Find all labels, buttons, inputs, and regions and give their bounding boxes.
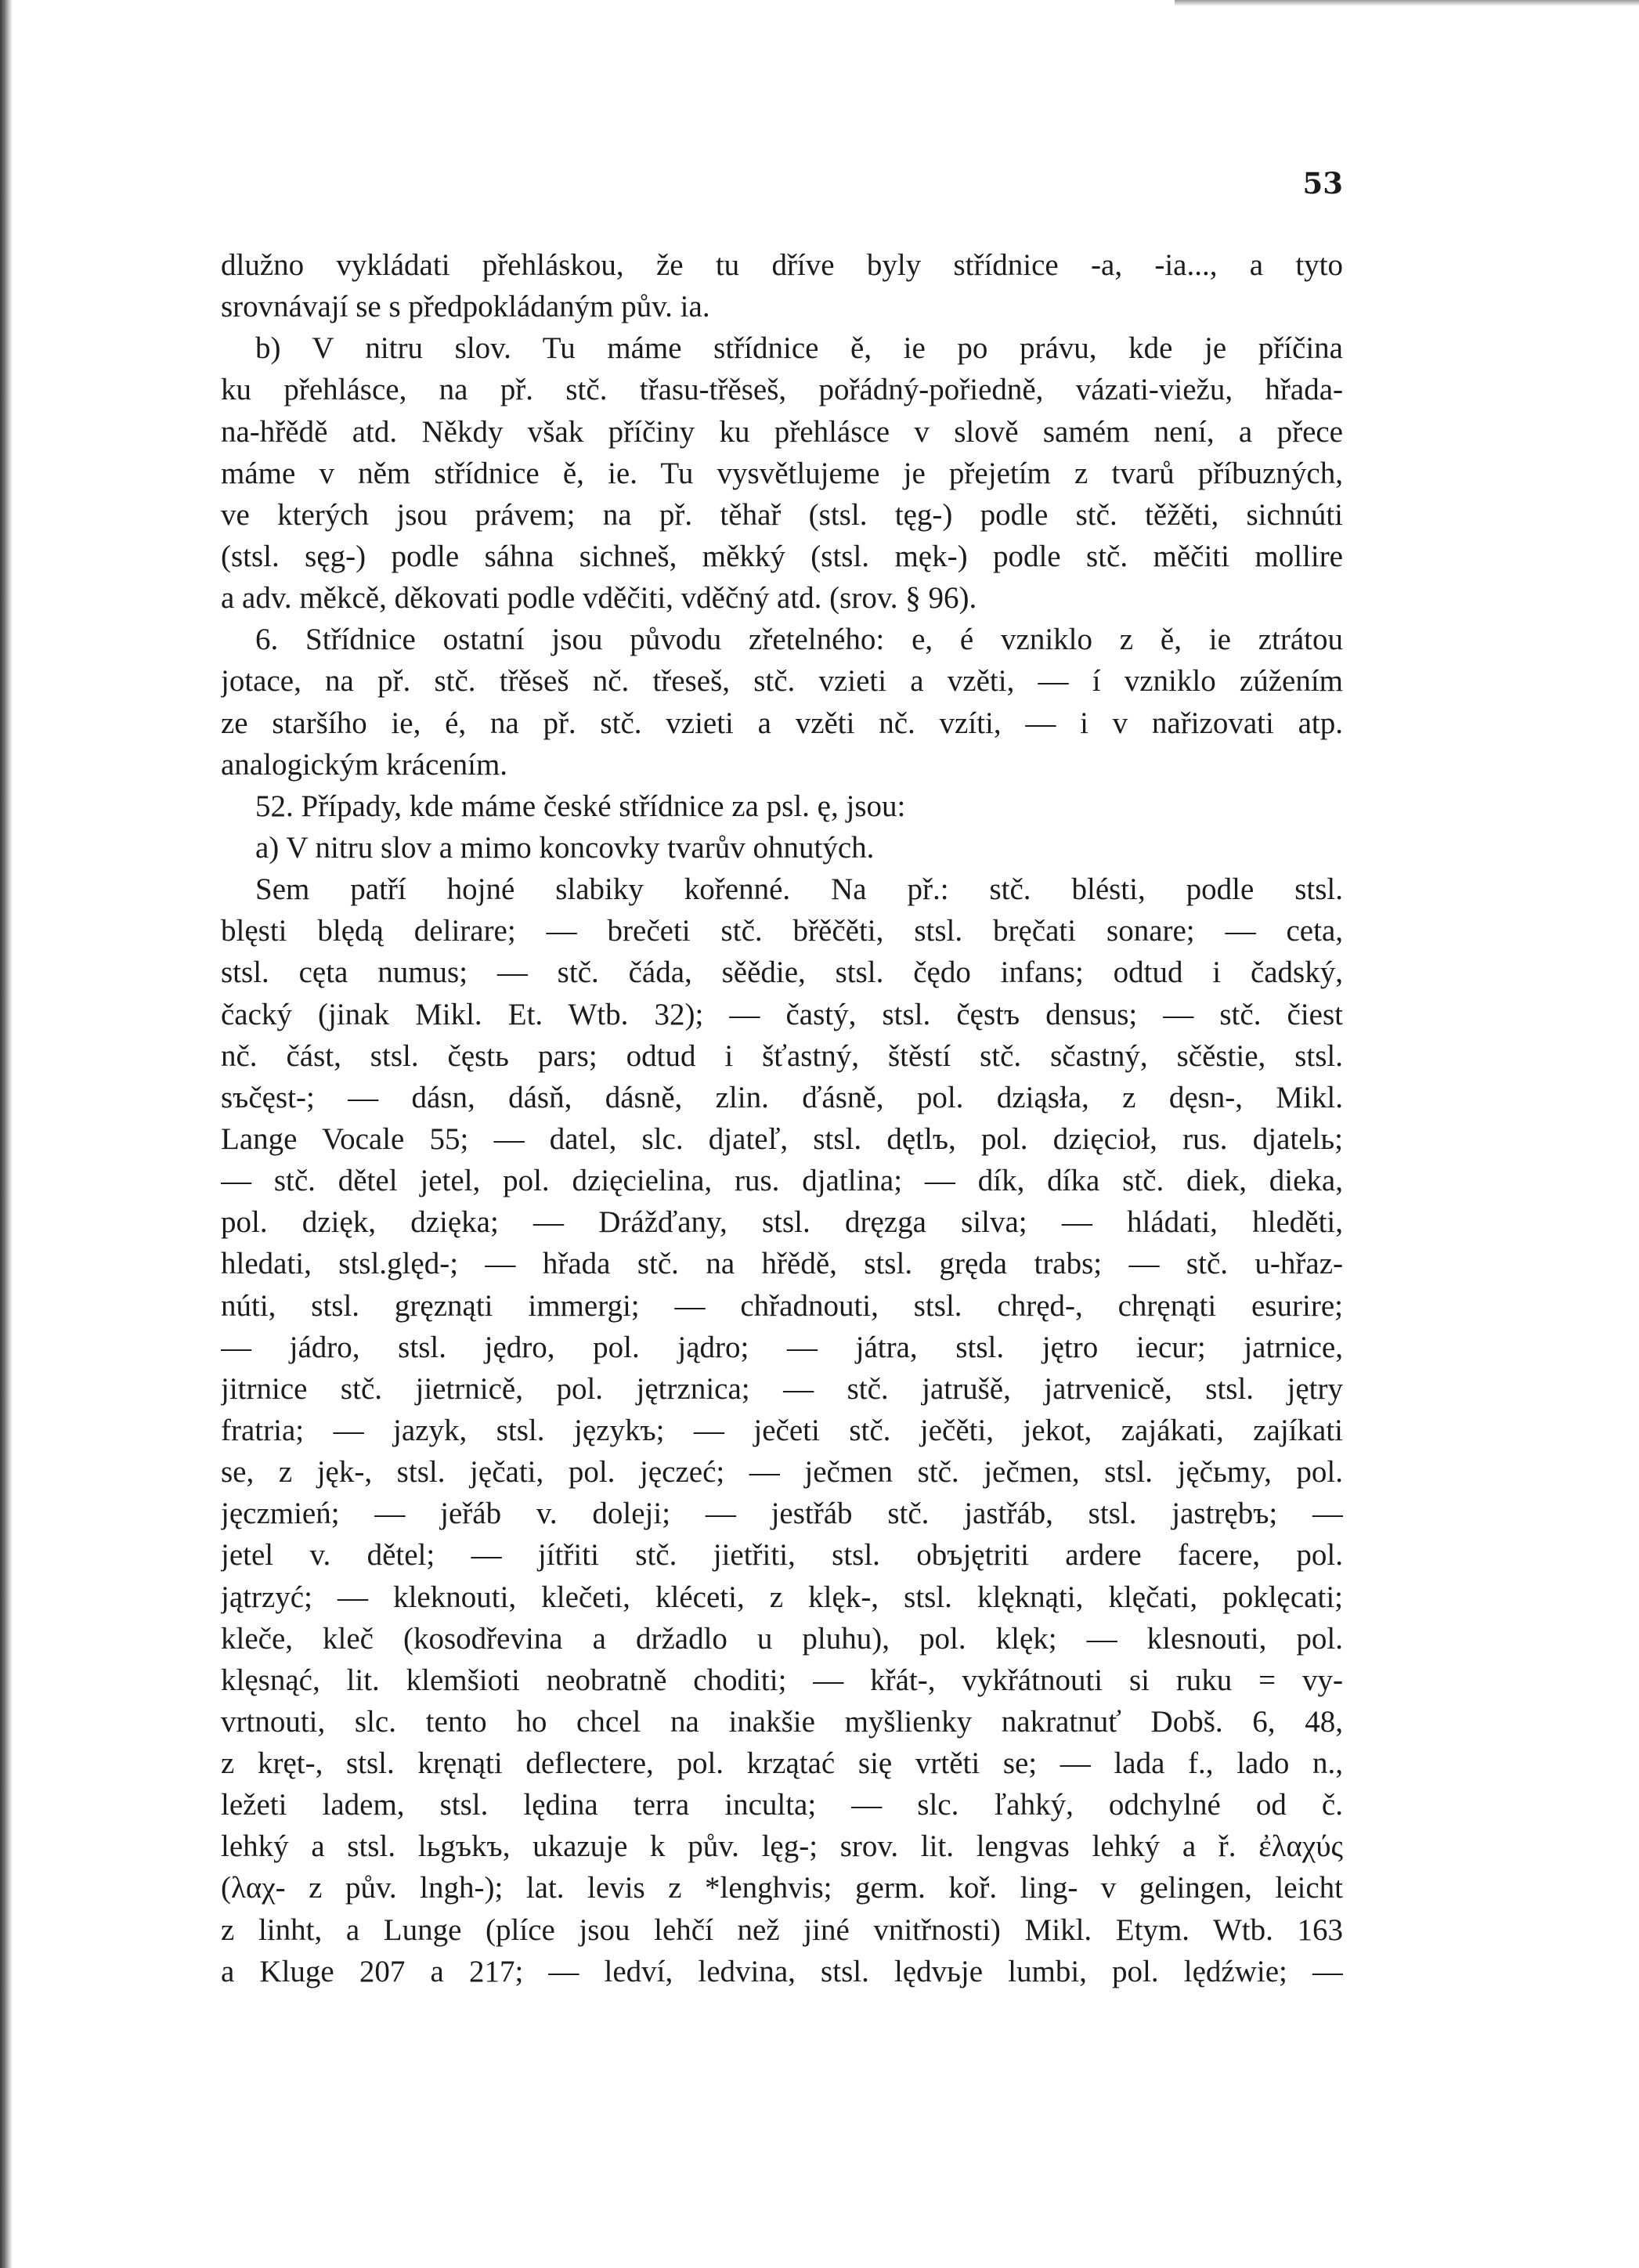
text-line: z kręt-, stsl. kręnąti deflectere, pol. krzątać się vrtěti se; — lada f., lado n., [221,1746,1343,1781]
text-line: jęczmień; — jeřáb v. doleji; — jestřáb stč. jastřáb, stsl. jastrębъ; — [221,1497,1343,1531]
text-line: stsl. cęta numus; — stč. čáda, sěědie, stsl. čędo infans; odtud i čadský, [221,955,1343,990]
text-line: pol. dzięk, dzięka; — Drážďany, stsl. dręzga silva; — hládati, hleděti, [221,1205,1343,1240]
text-line: kleče, kleč (kosodřevina a držadlo u pluhu), pol. klęk; — klesnouti, pol. [221,1621,1343,1656]
text-line: srovnávají se s předpokládaným pův. ia. [221,290,710,324]
text-line: ve kterých jsou právem; na př. těhař (stsl. tęg-) podle stč. těžěti, sichnúti [221,497,1343,532]
text-line: vrtnouti, slc. tento ho chcel na inakšie myšlienky nakratnuť Dobš. 6, 48, [221,1704,1343,1739]
text-line: — jádro, stsl. jędro, pol. jądro; — játra, stsl. jętro iecur; jatrnice, [221,1330,1343,1364]
text-line: čacký (jinak Mikl. Et. Wtb. 32); — častý, stsl. čęstъ densus; — stč. čiest [221,997,1343,1031]
text-line: na-hřědě atd. Někdy však příčiny ku přehlásce v slově samém není, a přece [221,414,1343,449]
text-line: Lange Vocale 55; — datel, slc. djateľ, stsl. dętlъ, pol. dzięcioł, rus. djatelь; [221,1121,1343,1156]
text-line: ze staršího ie, é, na př. stč. vzieti a vzěti nč. vzíti, — i v nařizovati atp. [221,706,1343,740]
text-line: máme v něm střídnice ě, ie. Tu vysvětlujeme je přejetím z tvarů příbuzných, [221,456,1343,490]
body-text [221,244,1343,1992]
text-line: ležeti ladem, stsl. lędina terra inculta; — slc. ľahký, odchylné od č. [221,1788,1343,1822]
text-line: lehký a stsl. lьgъkъ, ukazuje k pův. lęg-; srov. lit. lengvas lehký a ř. ἐλαχύς [221,1829,1343,1864]
text-line: fratria; — jazyk, stsl. językъ; — ječeti stč. ječěti, jekot, zajákati, zajíkati [221,1413,1343,1447]
text-line: sъčęst-; — dásn, dásň, dásně, zlin. ďásně, pol. dziąsła, z dęsn-, Mikl. [221,1080,1343,1114]
text-line: analogickým krácením. [221,747,508,782]
text-line: hledati, stsl.ględ-; — hřada stč. na hřědě, stsl. gręda trabs; — stč. u-hřaz- [221,1247,1343,1281]
text-line: z linht, a Lunge (plíce jsou lehčí než jiné vnitřnosti) Mikl. Etym. Wtb. 163 [221,1912,1343,1947]
text-line: dlužno vykládati přehláskou, že tu dříve byly střídnice -a, -ia..., a tyto [221,248,1343,282]
scan-edge [0,0,13,2268]
text-line: — stč. dětel jetel, pol. dzięcielina, rus. djatlina; — dík, díka stč. diek, dieka, [221,1164,1343,1198]
text-line: nč. část, stsl. čęstь pars; odtud i šťastný, štěstí stč. sčastný, sčěstie, stsl. [221,1038,1343,1073]
text-line: (stsl. sęg-) podle sáhna sichneš, měkký (stsl. męk-) podle stč. měčiti mollire [221,539,1343,573]
text-line: a) V nitru slov a mimo koncovky tvarův ohnutých. [255,830,875,865]
text-line: jitrnice stč. jietrnicě, pol. jętrznica; — stč. jatrušě, jatrvenicě, stsl. jętry [221,1371,1343,1406]
text-line: klęsnąć, lit. klemšioti neobratně choditi; — křát-, vykřátnouti si ruku = vy- [221,1663,1343,1697]
text-line: (λαχ- z pův. lngh-); lat. levis z *lenghvis; germ. koř. ling- v gelingen, leicht [221,1871,1343,1905]
text-line: ku přehlásce, na př. stč. třasu-třěseš, pořádný-pořiedně, vázati-viežu, hřada- [221,373,1343,407]
text-line: jetel v. dětel; — jítřiti stč. jietřiti, stsl. obъjętriti ardere facere, pol. [221,1538,1343,1573]
text-line: Sem patří hojné slabiky kořenné. Na př.: stč. blésti, podle stsl. [255,872,1343,907]
text-line: jotace, na př. stč. třěseš nč. třeseš, stč. vzieti a vzěti, — í vzniklo zúžením [221,664,1343,699]
text-line: a adv. měkcě, děkovati podle vděčiti, vděčný atd. (srov. § 96). [221,581,977,616]
text-line: se, z jęk-, stsl. jęčati, pol. jęczeć; — ječmen stč. ječmen, stsl. jęčьmy, pol. [221,1455,1343,1490]
text-line: a Kluge 207 a 217; — ledví, ledvina, stsl. lędvьje lumbi, pol. lędźwie; — [221,1954,1343,1988]
text-line: b) V nitru slov. Tu máme střídnice ě, ie po právu, kde je příčina [255,331,1343,366]
text-line: 6. Střídnice ostatní jsou původu zřetelného: e, é vzniklo z ě, ie ztrátou [255,623,1343,657]
text-line: jątrzyć; — kleknouti, klečeti, kléceti, z klęk-, stsl. klęknąti, klęčati, poklęcati; [221,1580,1343,1614]
page-number: 53 [1302,166,1343,200]
text-line: blęsti blędą delirare; — brečeti stč. břěčěti, stsl. bręčati sonare; — ceta, [221,914,1343,948]
text-line: 52. Případy, kde máme české střídnice za psl. ę, jsou: [255,789,906,823]
scan-edge-top [1175,0,1639,6]
text-line: núti, stsl. gręznąti immergi; — chřadnouti, stsl. chręd-, chręnąti esurire; [221,1288,1343,1323]
